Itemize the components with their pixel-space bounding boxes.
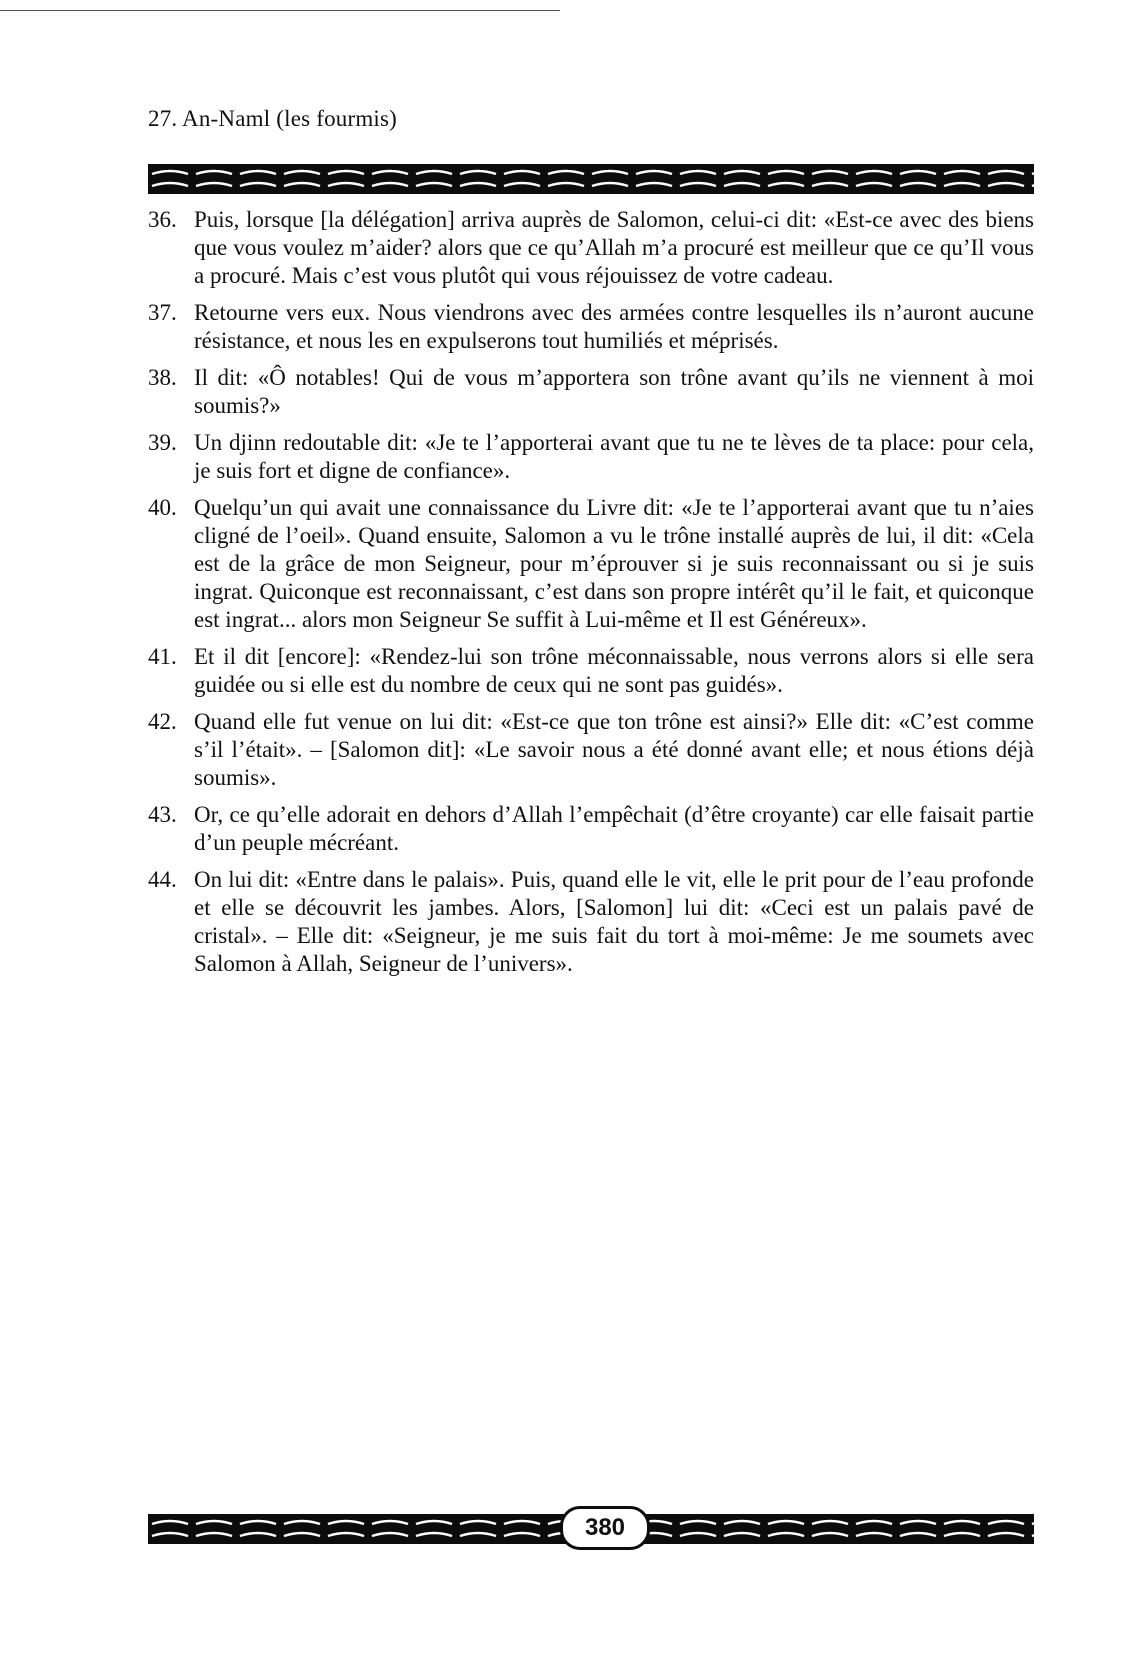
verse-item [148, 206, 1034, 290]
verse-number: 36. [148, 207, 177, 232]
verse-item [148, 643, 1034, 699]
verse-text: Puis, lorsque [la délégation] arriva auprès de Salomon, celui-ci dit: «Est-ce avec des biens que vous voulez m’aider? alors que ce qu’Allah m’a procuré est meilleur que ce qu’Il vous a procuré. Mais c’est vous plutôt qui vous réjouissez de votre cadeau. [194, 207, 1034, 288]
verse-item [148, 299, 1034, 355]
verse-item [148, 801, 1034, 857]
page-number: 380 [560, 1506, 650, 1550]
verse-text: Quand elle fut venue on lui dit: «Est-ce que ton trône est ainsi?» Elle dit: «C’est comme s’il l’était». – [Salomon dit]: «Le savoir nous a été donné avant elle; et nous étions déjà soumis». [194, 709, 1034, 790]
verse-text: Et il dit [encore]: «Rendez-lui son trône méconnaissable, nous verrons alors si elle sera guidée ou si elle est du nombre de ceux qui ne sont pas guidés». [194, 644, 1034, 697]
verse-text: Quelqu’un qui avait une connaissance du Livre dit: «Je te l’apporterai avant que tu n’aies cligné de l’oeil». Quand ensuite, Salomon a vu le trône installé auprès de lui, il dit: «Cela est de la grâce de mon Seigneur, pour m’éprouver si je suis reconnaissant ou si je suis ingrat. Quiconque est reconnaissant, c’est dans son propre intérêt qu’il le fait, et quiconque est ingrat... alors mon Seigneur Se suffit à Lui-même et Il est Généreux». [194, 495, 1034, 632]
verse-number: 40. [148, 495, 177, 520]
verse-text: Un djinn redoutable dit: «Je te l’apporterai avant que tu ne te lèves de ta place: pour cela, je suis fort et digne de confiance». [194, 430, 1034, 483]
verse-number: 44. [148, 867, 177, 892]
verse-item [148, 494, 1034, 634]
verse-text: Il dit: «Ô notables! Qui de vous m’apportera son trône avant qu’ils ne viennent à moi soumis?» [194, 365, 1034, 418]
verse-text: Or, ce qu’elle adorait en dehors d’Allah l’empêchait (d’être croyante) car elle faisait partie d’un peuple mécréant. [194, 802, 1034, 855]
verse-number: 41. [148, 644, 177, 669]
top-rule [0, 10, 560, 11]
verse-item [148, 429, 1034, 485]
verse-number: 37. [148, 300, 177, 325]
verse-item [148, 364, 1034, 420]
verse-item [148, 708, 1034, 792]
verse-number: 38. [148, 365, 177, 390]
verse-text: On lui dit: «Entre dans le palais». Puis, quand elle le vit, elle le prit pour de l’eau profonde et elle se découvrit les jambes. Alors, [Salomon] lui dit: «Ceci est un palais pavé de cristal». – Elle dit: «Seigneur, je me suis fait du tort à moi-même: Je me soumets avec Salomon à Allah, Seigneur de l’univers». [194, 867, 1034, 976]
ornamental-band-top [148, 164, 1034, 194]
verse-number: 42. [148, 709, 177, 734]
verse-list [148, 206, 1034, 987]
verse-text: Retourne vers eux. Nous viendrons avec des armées contre lesquelles ils n’auront aucune résistance, et nous les en expulserons tout humiliés et méprisés. [194, 300, 1034, 353]
verse-item [148, 866, 1034, 978]
chapter-header: 27. An-Naml (les fourmis) [148, 106, 398, 131]
verse-number: 43. [148, 802, 177, 827]
verse-number: 39. [148, 430, 177, 455]
